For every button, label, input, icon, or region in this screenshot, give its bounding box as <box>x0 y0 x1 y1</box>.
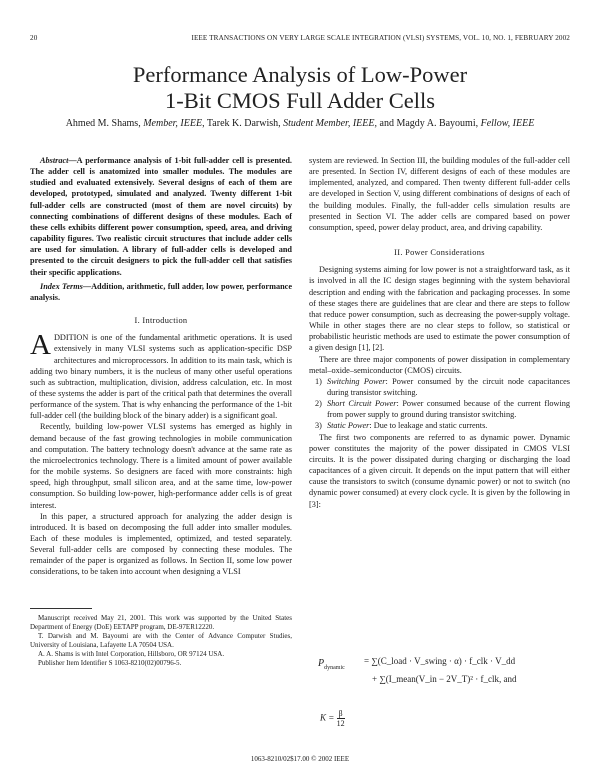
paper-title <box>0 62 600 114</box>
right-column <box>309 155 570 510</box>
footnote-affiliation-2: A. A. Shams is with Intel Corporation, Hillsboro, OR 97124 USA. <box>38 649 225 658</box>
footnote-affiliation-1: T. Darwish and M. Bayoumi are with the Center of Advance Computer Studies, University of Louisiana, Lafayette LA 70504 USA. <box>30 631 292 649</box>
intro-paragraph-1 <box>30 329 292 421</box>
index-terms-label: Index Terms <box>40 281 83 291</box>
list-term: Switching Power <box>327 376 386 386</box>
list-term: Static Power <box>327 421 370 431</box>
list-number: 3) <box>315 421 322 431</box>
abstract-label: Abstract <box>40 156 69 165</box>
equation-k-denominator: 12 <box>336 719 345 728</box>
abstract-text: —A performance analysis of 1-bit full-adder cell is presented. The adder cell is anatomized into smaller modules. The modules are studied and evaluated extensively. Several designs of each of them are developed, prototyped, simulated and analyzed. Twenty different 1-bit full-adder cells are constructed (most of them are novel circuits) by connecting combinations of different designs of these modules. Each of these cells exhibits different power consumption, speed, area, and driving capability figures. Two realistic circuit structures that include adder cells are used for simulation. A library of full-adder cells is developed and presented to the circuit designers to pick the full-adder cell that satisfies their specific applications. <box>30 156 292 277</box>
power-components-list <box>309 376 570 432</box>
equation-k-numerator: β <box>338 709 343 718</box>
index-terms-text: —Addition, arithmetic, full adder, low power, performance analysis. <box>30 281 292 302</box>
footnotes <box>30 614 292 667</box>
list-text: : Due to leakage and static currents. <box>369 421 488 431</box>
intro-paragraph-2: Recently, building low-power VLSI systems has emerged as highly in demand because of the fast growing technologies in mobile communication and computation. The battery technology doesn't advance at the same rate as the microelectronics technology. There is a limited amount of power available for the mobile systems. So designers are faced with more constraints: high speed, high throughput, small silicon area, and at the same time, low-power consumption. So building low-power, high-performance adder cells is of great interest. <box>30 422 292 510</box>
section-1-heading: I. Introduction <box>134 316 188 326</box>
equation-line-1: = ∑(C_load · V_swing · α) · f_clk · V_dd <box>364 656 516 666</box>
title-line-2: 1-Bit CMOS Full Adder Cells <box>164 88 436 113</box>
author-1-role: Member, IEEE <box>143 118 203 129</box>
intro-paragraph-3: In this paper, a structured approach for analyzing the adder design is introduced. It is based on decomposing the full adder into smaller modules. Each of these modules is implemented, optimized, and tested separately. Several full-adder cells are composed by connecting these modules. The remainder of the paper is organized as follows. In Section II, some low power considerations, to be taken into account when designing a VLSI <box>30 511 292 577</box>
intro-paragraph-1-text: DDITION is one of the fundamental arithmetic operations. It is used extensively in many VLSI systems such as application-specific DSP architectures and microprocessors. In addition to its main task, which is adding two binary numbers, it is the nucleus of many other useful operations such as subtraction, multiplication, division, address calculation, etc. In most of these systems the adder is part of the critical path that determines the overall performance of the system. That is why enhancing the performance of the 1-bit full-adder cell (the building block of the binary adder) is a significant goal. <box>30 333 292 421</box>
author-3-role: Fellow, IEEE <box>480 118 535 129</box>
dynamic-power-equation <box>318 652 568 742</box>
equation-lhs-symbol: P <box>318 658 325 669</box>
list-term: Short Circuit Power <box>327 399 397 409</box>
equation-k-fraction <box>337 709 345 728</box>
running-title: IEEE TRANSACTIONS ON VERY LARGE SCALE INTEGRATION (VLSI) SYSTEMS, VOL. 10, NO. 1, FEBRUARY 2002 <box>191 34 570 42</box>
power-paragraph-2: There are three major components of power dissipation in complementary metal–oxide–semiconductor (CMOS) circuits. <box>309 354 570 375</box>
author-1-name: Ahmed M. Shams, <box>65 118 144 129</box>
author-2-name: , Tarek K. Darwish, <box>202 118 284 129</box>
index-terms <box>30 281 292 303</box>
author-3-name: and Magdy A. Bayoumi, <box>377 118 481 129</box>
footnote-manuscript: Manuscript received May 21, 2001. This work was supported by the United States Department of Energy (DoE) EETAPP program, DE-97ER12220. <box>30 614 292 631</box>
page-number: 20 <box>30 34 38 42</box>
list-number: 1) <box>315 376 322 386</box>
equation-k <box>320 709 345 728</box>
footnote-publisher-id: Publisher Item Identifier S 1063-8210(02)00796-5. <box>38 658 182 667</box>
list-item <box>309 398 570 420</box>
equation-line-2: + ∑(I_mean(V_in − 2V_T)² · f_clk, and <box>372 674 517 684</box>
list-item <box>309 420 570 431</box>
list-text: : Power consumed by the circuit node capacitances during transistor switching. <box>327 376 570 397</box>
equation-k-lhs: K = <box>320 712 337 723</box>
list-text: : Power consumed because of the current flowing from power supply to ground during transistor switching. <box>327 399 570 420</box>
author-list <box>30 118 570 129</box>
drop-cap: A <box>30 329 51 362</box>
author-2-role: Student Member, IEEE, <box>283 118 377 129</box>
equation-lhs <box>318 658 345 671</box>
copyright-footer: 1063-8210/02$17.00 © 2002 IEEE <box>250 755 350 763</box>
list-item <box>309 376 570 398</box>
intro-continuation: system are reviewed. In Section III, the building modules of the full-adder cell are presented. In Section IV, different designs of each of these modules are implemented, analyzed, and compared. Then twenty different full-adder cells are developed in Section V, using different combinations of designs of each of the building modules. Finally, the full-adder cells simulation results are presented in Section VI. The adder cells are compared based on power consumption, speed, power delay product, area, and driving capability. <box>309 156 570 232</box>
title-line-1: Performance Analysis of Low-Power <box>132 62 468 87</box>
power-paragraph-3: The first two components are referred to as dynamic power. Dynamic power constitutes the majority of the power dissipated in CMOS VLSI circuits. It is the power dissipated during charging or discharging the load capacitances of a given circuit. It depends on the input pattern that will either cause the transistors to switch (consume dynamic power) or not to switch (no dynamic power consumed) at every clock cycle. It is given by the following in [3]: <box>309 432 570 509</box>
list-number: 2) <box>315 399 322 409</box>
section-2-heading: II. Power Considerations <box>394 248 485 258</box>
footnote-rule <box>30 608 92 609</box>
equation-lhs-subscript: dynamic <box>324 665 345 671</box>
abstract <box>30 155 292 278</box>
left-column <box>30 155 292 578</box>
power-paragraph-1: Designing systems aiming for low power is not a straightforward task, as it is involved in all the IC design stages beginning with the system behavioral description and ending with the fabrication and packaging processes. In some of these stages there are guidelines that are clear and there are steps to follow that reduce power consumption, such as decreasing the power-supply voltage. While in other stages there are no clear steps to follow, so statistical or probabilistic heuristic methods are used to estimate the power consumption of a given design [1], [2]. <box>309 265 570 353</box>
